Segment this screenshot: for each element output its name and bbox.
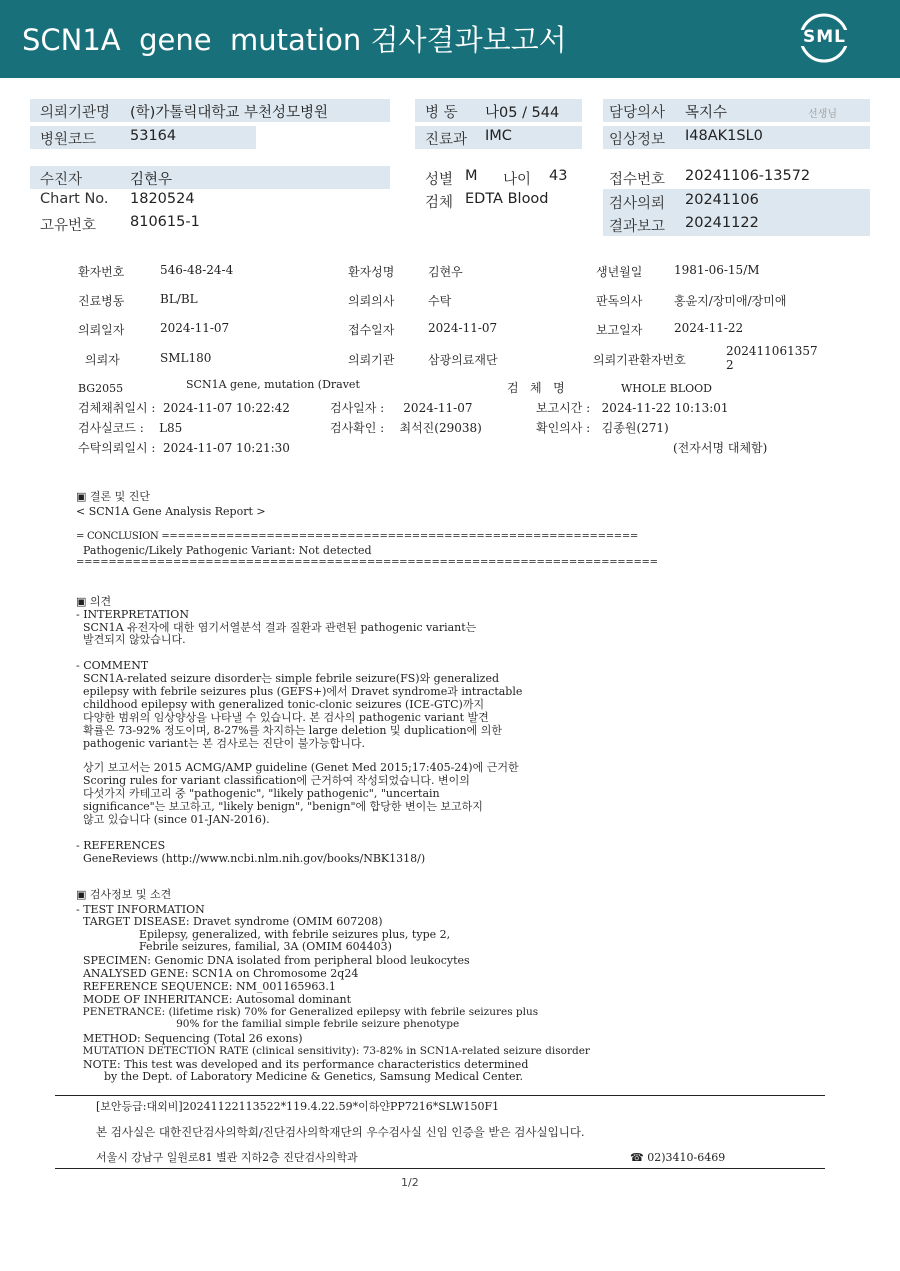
report-line: NOTE: This test was developed and its performance characteristics determined (76, 1058, 529, 1071)
specimen-label: 검체 (425, 195, 454, 211)
consign-time: 수탁의뢰일시 : 2024-11-07 10:21:30 (78, 441, 290, 455)
report-line: TARGET DISEASE: Dravet syndrome (OMIM 607208) (76, 915, 383, 928)
detail-value: 2 (726, 358, 734, 372)
detail-value: 2024-11-07 (428, 321, 498, 335)
report-line: Epilepsy, generalized, with febrile seizures plus, type 2, (76, 928, 451, 941)
report-line: METHOD: Sequencing (Total 26 exons) (76, 1032, 303, 1045)
patient-name: 김현우 (130, 172, 173, 188)
receipt-number: 20241106-13572 (685, 168, 811, 184)
sex-label: 성별 (425, 172, 454, 188)
dept-label: 진료과 (425, 132, 468, 148)
detail-label: 보고일자 (596, 323, 643, 337)
request-label: 검사의뢰 (609, 196, 666, 212)
security-line: [보안등급:대외비]20241122113522*119.4.22.59*이하얀PP7216*SLW150F1 (96, 1100, 500, 1113)
report-line: ANALYSED GENE: SCN1A on Chromosome 2q24 (76, 967, 359, 980)
detail-label: 의뢰기관환자번호 (593, 353, 686, 367)
phone-line: ☎ 02)3410-6469 (630, 1151, 726, 1164)
detail-value: 삼광의료재단 (428, 353, 498, 367)
report-line: SCN1A 유전자에 대한 염기서열분석 결과 질환과 관련된 pathogenic variant는 (76, 621, 477, 634)
detail-label: 환자번호 (78, 265, 125, 279)
report-line: Febrile seizures, familial, 3A (OMIM 604403) (76, 940, 392, 953)
detail-value: 2024-11-07 (160, 321, 230, 335)
report-line: REFERENCE SEQUENCE: NM_001165963.1 (76, 980, 336, 993)
report-line: pathogenic variant는 본 검사로는 진단이 불가능합니다. (76, 737, 366, 750)
specimen-name-label: 검 체 명 (507, 381, 565, 395)
detail-label: 의뢰자 (85, 353, 120, 367)
report-line: childhood epilepsy with generalized tonic-clonic seizures (ICE-GTC)까지 (76, 698, 485, 711)
conclusion-result: Pathogenic/Likely Pathogenic Variant: Not detected (76, 544, 372, 557)
report-line: 다양한 범위의 임상양상을 나타낼 수 있습니다. 본 검사의 pathogenic variant 발견 (76, 711, 489, 724)
section-heading-opinion: ▣ 의견 (76, 595, 112, 608)
uid: 810615-1 (130, 214, 200, 230)
doctor-suffix: 선생님 (808, 109, 837, 120)
chart-number: 1820524 (130, 191, 195, 207)
report-line: 90% for the familial simple febrile seizure phenotype (76, 1018, 460, 1030)
report-line: < SCN1A Gene Analysis Report > (76, 505, 266, 518)
detail-label: 의뢰일자 (78, 323, 125, 337)
report-line: by the Dept. of Laboratory Medicine & Genetics, Samsung Medical Center. (76, 1070, 524, 1083)
report-line: - COMMENT (76, 659, 149, 672)
detail-value: 2024-11-22 (674, 321, 744, 335)
detail-label: 판독의사 (596, 294, 643, 308)
ward-label: 병 동 (425, 105, 458, 121)
report-line: 않고 있습니다 (since 01-JAN-2016). (76, 813, 270, 826)
chart-label: Chart No. (40, 191, 109, 207)
requester-org: (학)가톨릭대학교 부천성모병원 (130, 105, 329, 121)
patient-box (30, 166, 390, 189)
age: 43 (549, 168, 568, 184)
report-line: MODE OF INHERITANCE: Autosomal dominant (76, 993, 352, 1006)
report-line: 상기 보고서는 2015 ACMG/AMP guideline (Genet Med 2015;17:405-24)에 근거한 (76, 761, 519, 774)
collect-time: 검체채취일시 : 2024-11-07 10:22:42 (78, 401, 290, 415)
detail-label: 진료병동 (78, 294, 125, 308)
report-line: SPECIMEN: Genomic DNA isolated from peripheral blood leukocytes (76, 954, 470, 967)
receipt-label: 접수번호 (609, 172, 666, 188)
clinical-label: 임상정보 (609, 132, 666, 148)
detail-value: 홍윤지/장미애/장미애 (674, 294, 787, 308)
address-line: 서울시 강남구 일원로81 별관 지하2층 진단검사의학과 (96, 1151, 358, 1164)
test-name: SCN1A gene, mutation (Dravet (186, 378, 360, 391)
report-line: GeneReviews (http://www.ncbi.nlm.nih.gov/books/NBK1318/) (76, 852, 426, 865)
report-line: 확률은 73-92% 정도이며, 8-27%를 차지하는 large deletion 및 duplication에 의한 (76, 724, 502, 737)
report-line: significance"는 보고하고, "likely benign", "benign"에 합당한 변이는 보고하지 (76, 800, 483, 813)
report-line: - INTERPRETATION (76, 608, 189, 621)
section-heading-test-info: ▣ 검사정보 및 소견 (76, 888, 172, 901)
exam-date: 검사일자 : 2024-11-07 (330, 401, 473, 415)
age-label: 나이 (503, 172, 532, 188)
test-code: BG2055 (78, 382, 124, 395)
report-title: SCN1A gene mutation 검사결과보고서 (22, 23, 567, 57)
patient-label: 수진자 (40, 172, 83, 188)
detail-value: 546-48-24-4 (160, 263, 234, 277)
dept: IMC (485, 128, 512, 144)
report-line: = CONCLUSION =========================================================== (76, 531, 639, 542)
detail-label: 의뢰의사 (348, 294, 395, 308)
cert-line: 본 검사실은 대한진단검사의학회/진단검사의학재단의 우수검사실 신임 인증을 받은 검사실입니다. (96, 1125, 585, 1139)
uid-label: 고유번호 (40, 218, 97, 234)
specimen: EDTA Blood (465, 191, 549, 207)
detail-value: 1981-06-15/M (674, 263, 760, 277)
report-line: PENETRANCE: (lifetime risk) 70% for Generalized epilepsy with febrile seizures plus (76, 1006, 539, 1018)
confirm-doctor: 확인의사 : 김종원(271) (536, 421, 669, 435)
section-heading-conclusion: ▣ 결론 및 진단 (76, 490, 151, 503)
detail-label: 접수일자 (348, 323, 395, 337)
requester-org-label: 의뢰기관명 (40, 105, 111, 121)
detail-value: BL/BL (160, 292, 198, 306)
doctor: 목지수 (685, 105, 728, 121)
report-line: 발견되지 않았습니다. (76, 633, 186, 646)
report-header (0, 0, 900, 78)
esign-note: (전자서명 대체함) (673, 441, 768, 455)
detail-value: 수탁 (428, 294, 452, 308)
report-date: 20241122 (685, 215, 759, 231)
report-line: - REFERENCES (76, 839, 166, 852)
clinical: I48AK1SL0 (685, 128, 763, 144)
doctor-label: 담당의사 (609, 105, 666, 121)
detail-label: 의뢰기관 (348, 353, 395, 367)
lab-code: 검사실코드 : L85 (78, 421, 183, 435)
detail-label: 생년월일 (596, 265, 643, 279)
report-line: 다섯가지 카테고리 중 "pathogenic", "likely pathogenic", "uncertain (76, 787, 440, 800)
report-line: ======================================================================== (76, 557, 658, 568)
report-line: SCN1A-related seizure disorder는 simple febrile seizure(FS)와 generalized (76, 672, 499, 685)
detail-value: SML180 (160, 351, 212, 365)
request-date: 20241106 (685, 192, 759, 208)
report-line: epilepsy with febrile seizures plus (GEFS+)에서 Dravet syndrome과 intractable (76, 685, 523, 698)
report-line: - TEST INFORMATION (76, 903, 205, 916)
confirm-person: 검사확인 : 최석진(29038) (330, 421, 482, 435)
detail-label: 환자성명 (348, 265, 395, 279)
ward: 나05 / 544 (485, 105, 560, 121)
detail-value: 김현우 (428, 265, 463, 279)
hospital-code-label: 병원코드 (40, 132, 97, 148)
report-label: 결과보고 (609, 219, 666, 235)
report-line: Scoring rules for variant classification에 근거하여 작성되었습니다. 변이의 (76, 774, 470, 787)
hospital-code: 53164 (130, 128, 177, 144)
logo-text: SML (803, 27, 846, 47)
sex: M (465, 168, 478, 184)
report-time: 보고시간 : 2024-11-22 10:13:01 (536, 401, 729, 415)
report-line: MUTATION DETECTION RATE (clinical sensitivity): 73-82% in SCN1A-related seizure disorder (76, 1045, 590, 1057)
page-number: 1/2 (401, 1176, 419, 1189)
detail-value: 202411061357 (726, 344, 818, 358)
specimen-name: WHOLE BLOOD (621, 382, 712, 395)
